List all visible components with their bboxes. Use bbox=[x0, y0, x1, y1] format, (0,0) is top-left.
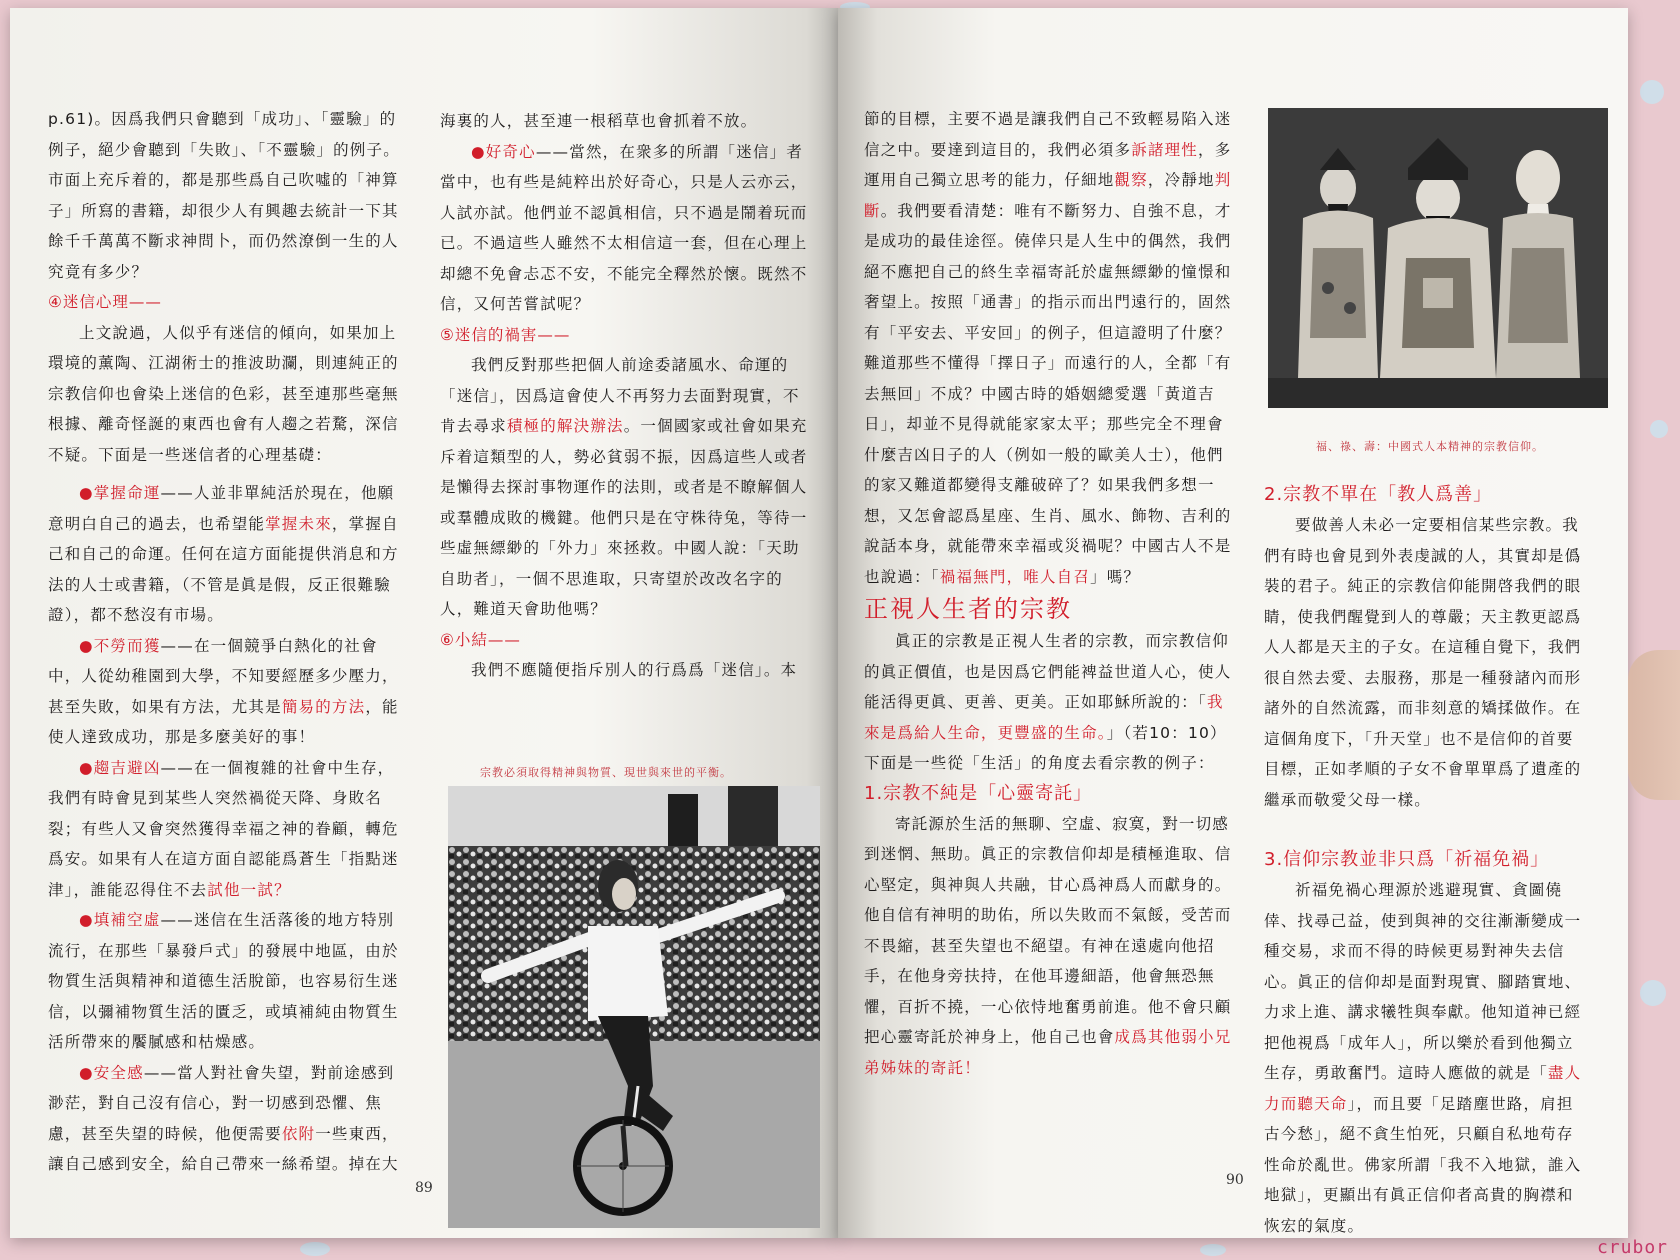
bullet-label: 安全感 bbox=[93, 1063, 144, 1082]
bullet-label: 填補空虛 bbox=[93, 911, 161, 929]
bullet-text: 一些東西，讓自己感到安全，給自己帶來一絲希望。掉在大 bbox=[48, 1124, 399, 1173]
page-number: 90 bbox=[1226, 1172, 1244, 1188]
sub-heading: 1.宗教不純是「心靈寄託」 bbox=[864, 782, 1093, 804]
bullet-icon: ● bbox=[79, 911, 94, 929]
right-column-1 bbox=[864, 104, 1236, 1083]
bullet-item bbox=[48, 1058, 408, 1180]
highlight-text: 盡人力而聽天命 bbox=[1264, 1064, 1582, 1113]
bullet-icon: ● bbox=[79, 636, 94, 655]
highlight-text: 訴諸理性 bbox=[1131, 140, 1199, 159]
sub-heading: 2.宗教不單在「教人爲善」 bbox=[1264, 484, 1493, 505]
bullet-icon: ● bbox=[79, 484, 94, 502]
bullet-text: ——當人對社會失望，對前途感到渺茫，對自己沒有信心，對一切感到恐懼、焦慮，甚至失望的時候，他便需要 bbox=[48, 1063, 395, 1143]
paragraph: p.61)。因爲我們只會聽到「成功」、「靈驗」的例子，絕少會聽到「失敗」、「不靈驗」的例子。市面上充斥着的，都是那些爲自己吹噓的「神算子」所寫的書籍，却很少人有興趣去統計一下其餘千千萬萬不斷求神問卜，而仍然潦倒一生的人究竟有多少？ bbox=[48, 110, 400, 281]
bullet-text: ，掌握自己和自己的命運。任何在這方面能提供消息和方法的人士或書籍，（不管是眞是假，反正很難驗證），都不愁沒有市場。 bbox=[48, 514, 399, 624]
paragraph bbox=[1264, 875, 1586, 1238]
highlight-text: 積極的解決辦法 bbox=[506, 417, 624, 435]
paragraph bbox=[864, 626, 1236, 779]
section-heading: ⑤迷信的禍害—— bbox=[440, 325, 571, 344]
paragraph-text: 祈福免禍心理源於逃避現實、貪圖僥倖、找尋己益，使到與神的交往漸漸變成一種交易，求而不得的時候更易對神失去信心。眞正的信仰却是面對現實、腳踏實地、力求上進、講求犧牲與奉獻。他知道神已經把他視爲「成年人」，所以樂於看到他獨立生存，勇敢奮鬥。這時人應做的就是「 bbox=[1264, 881, 1582, 1082]
bullet-label: 好奇心 bbox=[485, 142, 536, 161]
page-number: 89 bbox=[415, 1180, 433, 1196]
bullet-item bbox=[48, 905, 408, 1058]
paragraph bbox=[864, 809, 1236, 1084]
paragraph-text: ，多運用自己獨立思考的能力，仔細地 bbox=[864, 140, 1232, 189]
watermark: crubor bbox=[1596, 1237, 1668, 1258]
bullet-item bbox=[48, 631, 408, 753]
bullet-text: ，能使人達致成功，那是多麼美好的事！ bbox=[48, 697, 399, 746]
highlight-text: 我來是爲給人生命，更豐盛的生命。 bbox=[864, 693, 1224, 742]
paragraph bbox=[440, 350, 810, 625]
bullet-text: ——人並非單純活於現在，他願意明白自己的過去，也希望能 bbox=[48, 484, 395, 533]
paragraph-text: 」，而且要「足踏塵世路，肩担古今愁」，絕不貪生怕死，只顧自私地苟存性命於亂世。佛家所謂「我不入地獄，誰入地獄」，更顯出有眞正信仰者高貴的胸襟和恢宏的氣度。 bbox=[1264, 1094, 1582, 1235]
paragraph bbox=[864, 104, 1236, 592]
bullet-text: ——在一個複雜的社會中生存，我們有時會見到某些人突然禍從天降、身敗名裂；有些人又會突然獲得幸福之神的眷顧，轉危爲安。如果有人在這方面自認能爲蒼生「指點迷津」，誰能忍得住不去 bbox=[48, 758, 399, 899]
bullet-label: 不勞而獲 bbox=[93, 636, 161, 655]
paragraph-text: 我們反對那些把個人前途委諸風水、命運的「迷信」，因爲這會使人不再努力去面對現實，不肯去尋求 bbox=[440, 356, 800, 435]
paragraph-text: 。一個國家或社會如果充斥着這類型的人，勢必貧弱不振，因爲這些人或者是懶得去探討事物運作的法則，或者是不瞭解個人或羣體成敗的機鍵。他們只是在守株待兔，等待一些虛無縹緲的「外力」來拯救。中國人說：「天助自助者」，一個不思進取，只寄望於改改名字的人，難道天會助他嗎？ bbox=[440, 417, 808, 618]
fu-lu-shou-graphic bbox=[1268, 108, 1608, 408]
fabric-dot bbox=[1650, 420, 1668, 438]
bullet-icon: ● bbox=[471, 142, 486, 161]
fabric-dot bbox=[1640, 980, 1666, 1006]
right-column-2 bbox=[1264, 478, 1586, 1238]
left-column-1 bbox=[48, 104, 408, 1180]
bullet-text: ——當然，在衆多的所謂「迷信」者當中，也有些是純粹出於好奇心，只是人云亦云，人試亦試。他們並不認眞相信，只不過是鬧着玩而已。不過這些人雖然不太相信這一套，但在心理上却總不免會忐忑不安，不能完全釋然於懷。既然不信，又何苦嘗試呢？ bbox=[440, 142, 808, 313]
paragraph-text: 寄託源於生活的無聊、空虛、寂寞，對一切感到迷惘、無助。眞正的宗教信仰却是積極進取、信心堅定，與神與人共融，甘心爲神爲人而獻身的。他自信有神明的助佑，所以失敗而不氣餒，受苦而不畏縮，甚至失望也不絕望。有神在遠處向他招手，在他身旁扶持，在他耳邊細語，他會無恐無懼，百折不撓，一心依恃地奮勇前進。他不會只顧把心靈寄託於神身上，他自己也會 bbox=[864, 814, 1232, 1046]
unicycle-photo bbox=[448, 786, 820, 1228]
paragraph: 要做善人未必一定要相信某些宗教。我們有時也會見到外表虔誠的人，其實却是僞裝的君子。純正的宗教信仰能開啓我們的眼睛，使我們醒覺到人的尊嚴；天主教更認爲人人都是天主的子女。在這種自覺下，我們很自然去愛、去服務，那是一種發諸內而形諸外的自然流露，而非刻意的矯揉做作。在這個角度下，「升天堂」也不是信仰的首要目標，正如孝順的子女不會單單爲了遺產的繼承而敬愛父母一樣。 bbox=[1264, 516, 1582, 809]
bullet-icon: ● bbox=[79, 1063, 94, 1082]
bullet-label: 趨吉避凶 bbox=[93, 758, 161, 777]
right-page bbox=[838, 8, 1628, 1238]
paragraph-text: 節的目標，主要不過是讓我們自己不致輕易陷入迷信之中。要達到這目的，我們必須多 bbox=[864, 110, 1232, 159]
highlight-text: 掌握未來 bbox=[265, 514, 332, 533]
bullet-item bbox=[440, 137, 810, 320]
left-page bbox=[10, 8, 840, 1238]
highlight-text: 成爲其他弱小兄弟姊妹的寄託！ bbox=[864, 1028, 1232, 1077]
bullet-item bbox=[48, 478, 408, 631]
fabric-dot bbox=[1200, 1244, 1226, 1256]
paragraph: 海裏的人，甚至連一根稻草也會抓着不放。 bbox=[440, 112, 758, 130]
highlight-text: 禍福無門，唯人自召 bbox=[939, 567, 1091, 586]
main-heading: 正視人生者的宗教 bbox=[864, 595, 1072, 623]
highlight-text: 簡易的方法 bbox=[281, 697, 366, 716]
highlight-text: 試他一試？ bbox=[207, 880, 291, 899]
highlight-text: 依附 bbox=[281, 1124, 316, 1143]
bullet-item bbox=[48, 753, 408, 906]
highlight-text: 判斷 bbox=[864, 171, 1232, 220]
paragraph-text: 。我們要看清楚：唯有不斷努力、自強不息，才是成功的最佳途徑。僥倖只是人生中的偶然，我們絕不應把自己的終生幸福寄託於虛無縹緲的憧憬和奢望上。按照「通書」的指示而出門遠行的，固然有「平安去、平安回」的例子，但這證明了什麼？難道那些不懂得「擇日子」而遠行的人，全都「有去無回」不成？中國古時的婚姻總愛選「黃道吉日」，却並不見得就能家家太平；那些完全不理會什麼吉凶日子的人（例如一般的歐美人士），他們的家又難道都變得支離破碎了？如果我們多想一想，又怎會認爲星座、生肖、風水、飾物、吉利的說話本身，就能帶來幸福或災禍呢？中國古人不是也說過：「 bbox=[864, 201, 1232, 586]
thumb bbox=[1628, 650, 1680, 800]
paragraph-text: 眞正的宗教是正視人生者的宗教，而宗教信仰的眞正價值，也是因爲它們能裨益世道人心，使人能活得更眞、更善、更美。正如耶穌所說的：「 bbox=[864, 632, 1232, 711]
fabric-dot bbox=[300, 1242, 330, 1256]
section-heading: ④迷信心理—— bbox=[48, 293, 162, 311]
paragraph-text: 」（若10：10）下面是一些從「生活」的角度去看宗教的例子： bbox=[864, 723, 1227, 772]
fabric-dot bbox=[1640, 80, 1664, 104]
bullet-label: 掌握命運 bbox=[93, 484, 161, 502]
paragraph-text: 」嗎？ bbox=[1090, 567, 1141, 586]
unicycle-photo-graphic bbox=[448, 786, 820, 1228]
section-heading: ⑥小結—— bbox=[440, 630, 521, 649]
bullet-icon: ● bbox=[79, 758, 94, 777]
paragraph: 上文說過，人似乎有迷信的傾向，如果加上環境的薰陶、江湖術士的推波助瀾，則連純正的宗教信仰也會染上迷信的色彩，甚至連那些毫無根據、離奇怪誕的東西也會有人趨之若騖，深信不疑。下面是一些迷信者的心理基礎： bbox=[48, 323, 399, 464]
photo-caption: 福、祿、壽：中國式人本精神的宗教信仰。 bbox=[1316, 440, 1544, 453]
paragraph-text: ，冷靜地 bbox=[1147, 171, 1215, 189]
photo-caption: 宗教必須取得精神與物質、現世與來世的平衡。 bbox=[480, 766, 732, 779]
paragraph: 我們不應隨便指斥別人的行爲爲「迷信」。本 bbox=[471, 661, 798, 679]
bullet-text: ——迷信在生活落後的地方特別流行，在那些「暴發戶式」的發展中地區，由於物質生活與精神和道德生活脫節，也容易衍生迷信，以彌補物質生活的匱乏，或填補純由物質生活所帶來的饜膩感和枯燥感。 bbox=[48, 911, 399, 1051]
bullet-text: ——在一個競爭白熱化的社會中，人從幼稚園到大學，不知要經歷多少壓力，甚至失敗，如果有方法，尤其是 bbox=[48, 636, 399, 716]
highlight-text: 觀察 bbox=[1114, 171, 1148, 189]
sub-heading: 3.信仰宗教並非只爲「祈福免禍」 bbox=[1264, 849, 1550, 870]
fu-lu-shou-photo bbox=[1268, 108, 1608, 408]
left-column-2 bbox=[440, 106, 810, 686]
